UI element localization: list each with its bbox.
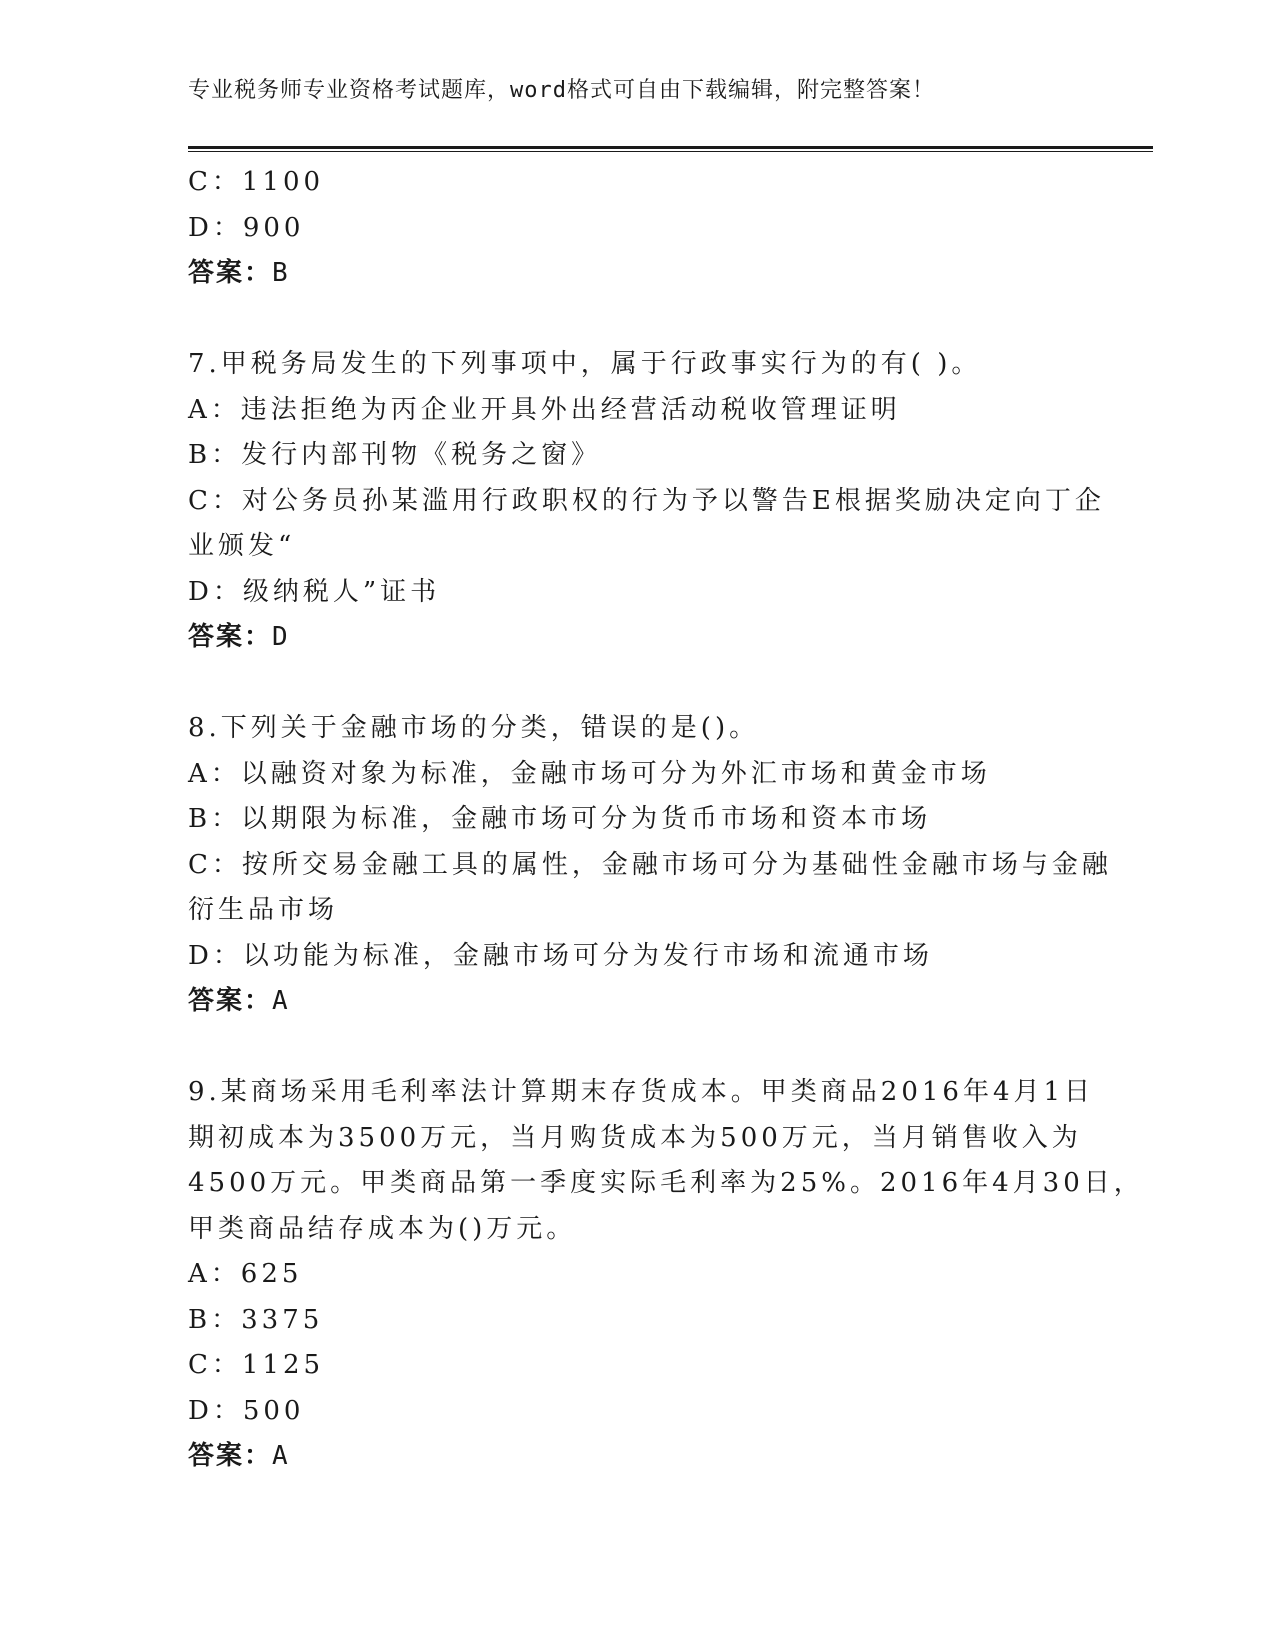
header-rule	[188, 146, 1153, 152]
question-8	[188, 706, 1112, 1025]
spacer	[188, 1025, 1078, 1071]
option-line: 业颁发“	[188, 531, 296, 561]
option-line: D：500	[188, 1395, 305, 1426]
spacer	[188, 661, 1078, 707]
option-line: C：1125	[188, 1350, 325, 1380]
answer-label: 答案：	[188, 986, 273, 1016]
answer-value: A	[272, 1441, 290, 1471]
answer-label: 答案：	[188, 622, 273, 652]
answer-value: B	[272, 258, 290, 288]
answer-label: 答案：	[188, 258, 273, 288]
question-stem: 甲类商品结存成本为()万元。	[188, 1213, 577, 1244]
question-stem: 4500万元。甲类商品第一季度实际毛利率为25%。2016年4月30日，	[188, 1168, 1144, 1198]
option-line: B：发行内部刊物《税务之窗》	[188, 440, 602, 470]
option-line: B：3375	[188, 1304, 324, 1335]
option-line: B：以期限为标准，金融市场可分为货币市场和资本市场	[188, 804, 932, 834]
carryover-block	[188, 160, 1078, 297]
option-line: D：900	[188, 212, 305, 243]
option-line: A：625	[188, 1259, 303, 1289]
page-header: 专业税务师专业资格考试题库，word格式可自由下载编辑，附完整答案！	[188, 78, 935, 103]
option-line: D：以功能为标准，金融市场可分为发行市场和流通市场	[188, 940, 933, 971]
question-stem: 7.甲税务局发生的下列事项中，属于行政事实行为的有( )。	[188, 349, 982, 379]
answer-line	[188, 979, 1078, 1025]
question-stem: 期初成本为3500万元，当月购货成本为500万元，当月销售收入为	[188, 1122, 1082, 1153]
question-stem: 9.某商场采用毛利率法计算期末存货成本。甲类商品2016年4月1日	[188, 1077, 1095, 1107]
option-line: C：对公务员孙某滥用行政职权的行为予以警告E根据奖励决定向丁企	[188, 485, 1105, 516]
answer-line	[188, 251, 1078, 297]
spacer	[188, 297, 1078, 343]
answer-label: 答案：	[188, 1441, 273, 1471]
answer-value: A	[272, 986, 290, 1016]
question-7	[188, 342, 1105, 661]
option-line: C：1100	[188, 167, 325, 197]
question-stem: 8.下列关于金融市场的分类，错误的是()。	[188, 713, 760, 743]
answer-value: D	[272, 622, 290, 652]
option-line: A：以融资对象为标准，金融市场可分为外汇市场和黄金市场	[188, 758, 991, 789]
document-body	[188, 160, 1144, 1480]
option-line: 衍生品市场	[188, 895, 339, 925]
option-line: D：级纳税人”证书	[188, 576, 441, 607]
answer-line	[188, 615, 1078, 661]
option-line: A：违法拒绝为丙企业开具外出经营活动税收管理证明	[188, 394, 901, 425]
answer-line	[188, 1434, 1078, 1480]
option-line: C：按所交易金融工具的属性，金融市场可分为基础性金融市场与金融	[188, 849, 1112, 880]
question-9	[188, 1070, 1144, 1480]
